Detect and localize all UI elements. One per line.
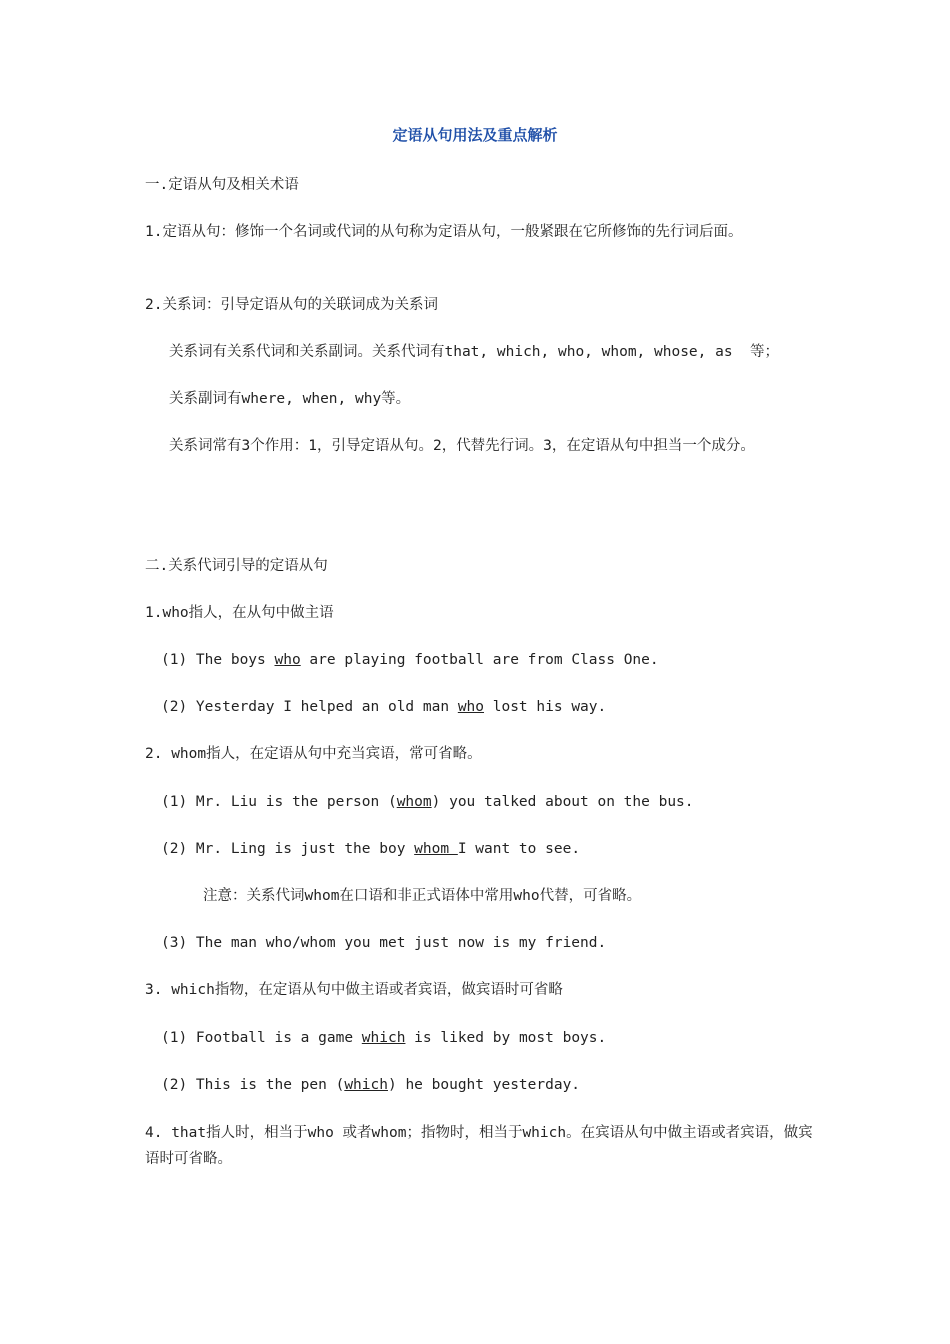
underlined-relative-word: which [344, 1077, 388, 1093]
underlined-relative-word: whom [396, 794, 432, 810]
example-sentence: (1) Football is a game which is liked by most boys. [161, 1030, 607, 1046]
section-1-heading: 一.定语从句及相关术语 [145, 177, 299, 193]
example-sentence: (2) Yesterday I helped an old man who lost his way. [161, 699, 607, 715]
section-2-heading: 二.关系代词引导的定语从句 [145, 558, 328, 574]
relative-adverbs-paragraph: 关系副词有where, when, why等。 [169, 391, 411, 407]
who-usage-heading: 1.who指人，在从句中做主语 [145, 605, 334, 621]
relative-word-functions-paragraph: 关系词常有3个作用：1，引导定语从句。2，代替先行词。3，在定语从句中担当一个成分。 [169, 438, 755, 454]
underlined-relative-word: who [274, 652, 301, 668]
underlined-relative-word: who [457, 699, 485, 715]
underlined-relative-word: whom [414, 841, 458, 857]
whom-note: 注意：关系代词whom在口语和非正式语体中常用who代替，可省略。 [203, 888, 642, 904]
term-definition-attributive-clause: 1.定语从句：修饰一个名词或代词的从句称为定语从句，一般紧跟在它所修饰的先行词后面。 [145, 224, 743, 240]
term-definition-relative-word: 2.关系词：引导定语从句的关联词成为关系词 [145, 297, 438, 313]
underlined-relative-word: which [361, 1030, 406, 1046]
example-sentence: (1) The boys who are playing football are from Class One. [161, 652, 659, 668]
example-sentence: (3) The man who/whom you met just now is my friend. [161, 935, 607, 951]
example-sentence: (2) This is the pen (which) he bought yesterday. [161, 1077, 581, 1093]
example-sentence: (1) Mr. Liu is the person (whom) you talked about on the bus. [161, 794, 694, 810]
which-usage-heading: 3. which指物，在定语从句中做主语或者宾语，做宾语时可省略 [145, 982, 563, 998]
that-usage-heading: 4. that指人时，相当于who 或者whom；指物时，相当于which。在宾语从句中做主语或者宾语，做宾语时可省略。 [145, 1125, 813, 1167]
document-title: 定语从句用法及重点解析 [392, 126, 558, 144]
whom-usage-heading: 2. whom指人，在定语从句中充当宾语，常可省略。 [145, 746, 482, 762]
example-sentence: (2) Mr. Ling is just the boy whom I want to see. [161, 841, 581, 857]
relative-pronouns-paragraph: 关系词有关系代词和关系副词。关系代词有that, which, who, whom, whose, as 等； [169, 344, 780, 360]
